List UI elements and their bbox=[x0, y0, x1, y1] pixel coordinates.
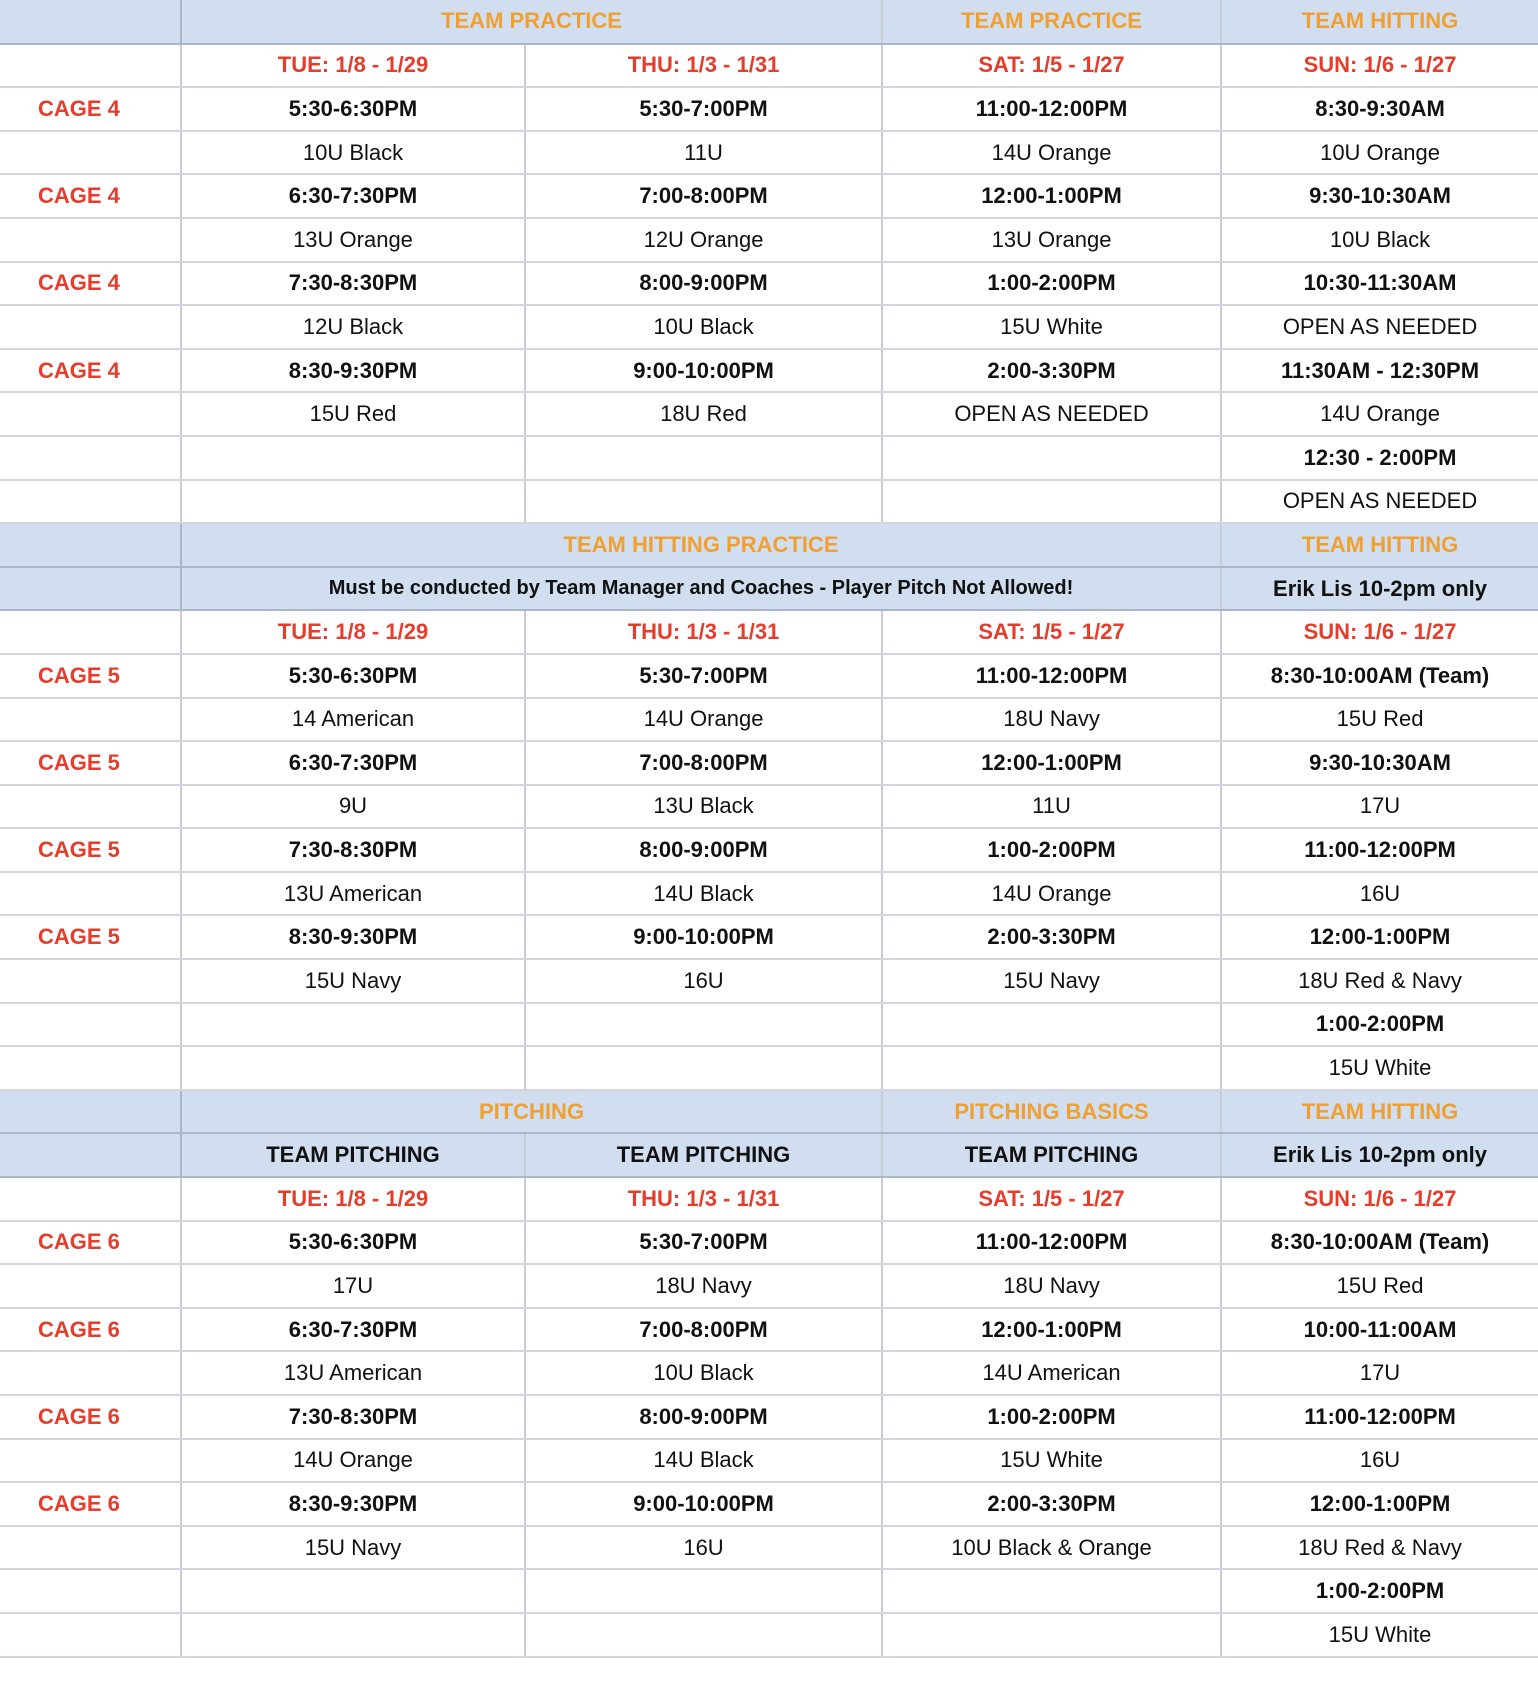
time-cell: 11:00-12:00PM bbox=[1221, 1395, 1538, 1439]
time-cell: 1:00-2:00PM bbox=[882, 1395, 1221, 1439]
row-label-spacer bbox=[0, 1526, 181, 1570]
date-range-cell: SUN: 1/6 - 1/27 bbox=[1221, 1177, 1538, 1221]
cage-label: CAGE 6 bbox=[0, 1221, 181, 1265]
time-slot-row bbox=[0, 87, 1538, 131]
section-subtitle: TEAM PITCHING bbox=[882, 1133, 1221, 1177]
cage-label: CAGE 6 bbox=[0, 1308, 181, 1352]
time-cell bbox=[882, 1003, 1221, 1047]
time-cell: 1:00-2:00PM bbox=[1221, 1569, 1538, 1613]
header-spacer-cell bbox=[0, 0, 181, 44]
time-cell bbox=[181, 436, 525, 480]
team-cell: 12U Black bbox=[181, 305, 525, 349]
row-label-spacer bbox=[0, 785, 181, 829]
section-title: TEAM PRACTICE bbox=[181, 0, 882, 44]
section-header-row bbox=[0, 1090, 1538, 1134]
section-title: TEAM HITTING bbox=[1221, 0, 1538, 44]
time-cell: 12:30 - 2:00PM bbox=[1221, 436, 1538, 480]
time-cell: 5:30-6:30PM bbox=[181, 1221, 525, 1265]
date-range-cell: SAT: 1/5 - 1/27 bbox=[882, 610, 1221, 654]
team-cell: 18U Navy bbox=[882, 698, 1221, 742]
date-range-row bbox=[0, 44, 1538, 88]
time-cell bbox=[882, 1569, 1221, 1613]
row-label-spacer bbox=[0, 1046, 181, 1090]
section-subtitle: TEAM PITCHING bbox=[181, 1133, 525, 1177]
team-cell: 14U American bbox=[882, 1351, 1221, 1395]
header-spacer-cell bbox=[0, 1090, 181, 1134]
cage-label: CAGE 5 bbox=[0, 741, 181, 785]
row-label-spacer bbox=[0, 392, 181, 436]
section-title: PITCHING BASICS bbox=[882, 1090, 1221, 1134]
section-header-row bbox=[0, 567, 1538, 611]
row-label-spacer bbox=[0, 872, 181, 916]
team-cell: 13U Orange bbox=[882, 218, 1221, 262]
cage-label: CAGE 4 bbox=[0, 349, 181, 393]
time-cell: 7:00-8:00PM bbox=[525, 1308, 882, 1352]
row-label-spacer bbox=[0, 218, 181, 262]
cage-label bbox=[0, 436, 181, 480]
team-cell: 16U bbox=[525, 1526, 882, 1570]
time-cell bbox=[181, 1003, 525, 1047]
team-cell: 14U Orange bbox=[525, 698, 882, 742]
row-label-spacer bbox=[0, 1439, 181, 1483]
row-label-spacer bbox=[0, 305, 181, 349]
team-cell: 15U Red bbox=[1221, 1264, 1538, 1308]
time-cell: 8:30-9:30PM bbox=[181, 349, 525, 393]
team-cell bbox=[525, 1613, 882, 1657]
section-title: TEAM HITTING PRACTICE bbox=[181, 523, 1221, 567]
team-cell: 15U White bbox=[882, 305, 1221, 349]
section-title: TEAM HITTING bbox=[1221, 1090, 1538, 1134]
time-cell bbox=[525, 436, 882, 480]
time-cell: 6:30-7:30PM bbox=[181, 1308, 525, 1352]
time-cell: 2:00-3:30PM bbox=[882, 915, 1221, 959]
team-cell bbox=[181, 480, 525, 524]
time-cell: 5:30-6:30PM bbox=[181, 87, 525, 131]
time-slot-row bbox=[0, 1308, 1538, 1352]
time-cell bbox=[181, 1569, 525, 1613]
row-label-spacer bbox=[0, 959, 181, 1003]
time-slot-row bbox=[0, 1395, 1538, 1439]
time-cell: 11:30AM - 12:30PM bbox=[1221, 349, 1538, 393]
team-cell: 16U bbox=[525, 959, 882, 1003]
time-cell: 7:00-8:00PM bbox=[525, 741, 882, 785]
section-header-row bbox=[0, 523, 1538, 567]
time-cell: 6:30-7:30PM bbox=[181, 174, 525, 218]
time-slot-row bbox=[0, 174, 1538, 218]
date-range-cell: SUN: 1/6 - 1/27 bbox=[1221, 610, 1538, 654]
row-label-spacer bbox=[0, 1351, 181, 1395]
team-cell: 16U bbox=[1221, 1439, 1538, 1483]
time-cell: 10:00-11:00AM bbox=[1221, 1308, 1538, 1352]
time-cell: 12:00-1:00PM bbox=[882, 1308, 1221, 1352]
team-row bbox=[0, 218, 1538, 262]
time-slot-row bbox=[0, 915, 1538, 959]
section-subtitle: Must be conducted by Team Manager and Coaches - Player Pitch Not Allowed! bbox=[181, 567, 1221, 611]
time-cell: 8:30-9:30AM bbox=[1221, 87, 1538, 131]
team-cell: 15U Navy bbox=[882, 959, 1221, 1003]
time-cell: 10:30-11:30AM bbox=[1221, 262, 1538, 306]
time-slot-row bbox=[0, 741, 1538, 785]
time-cell: 5:30-6:30PM bbox=[181, 654, 525, 698]
team-cell: 12U Orange bbox=[525, 218, 882, 262]
team-cell: 10U Black & Orange bbox=[882, 1526, 1221, 1570]
row-label-spacer bbox=[0, 1177, 181, 1221]
header-spacer-cell bbox=[0, 567, 181, 611]
cage-label bbox=[0, 1569, 181, 1613]
time-cell: 8:30-10:00AM (Team) bbox=[1221, 1221, 1538, 1265]
team-cell: 14U Orange bbox=[882, 872, 1221, 916]
header-spacer-cell bbox=[0, 1133, 181, 1177]
time-cell: 7:30-8:30PM bbox=[181, 1395, 525, 1439]
team-row bbox=[0, 131, 1538, 175]
team-cell: 11U bbox=[882, 785, 1221, 829]
section-header-row bbox=[0, 1133, 1538, 1177]
time-slot-row bbox=[0, 349, 1538, 393]
team-cell bbox=[882, 1613, 1221, 1657]
team-cell: 15U White bbox=[1221, 1613, 1538, 1657]
team-cell: 18U Navy bbox=[882, 1264, 1221, 1308]
time-cell: 1:00-2:00PM bbox=[1221, 1003, 1538, 1047]
time-cell: 9:00-10:00PM bbox=[525, 1482, 882, 1526]
date-range-cell: SAT: 1/5 - 1/27 bbox=[882, 1177, 1221, 1221]
time-cell: 9:00-10:00PM bbox=[525, 915, 882, 959]
team-cell: 15U Navy bbox=[181, 959, 525, 1003]
time-slot-row bbox=[0, 1003, 1538, 1047]
date-range-cell: TUE: 1/8 - 1/29 bbox=[181, 610, 525, 654]
team-cell: 17U bbox=[181, 1264, 525, 1308]
team-row bbox=[0, 480, 1538, 524]
time-cell: 7:00-8:00PM bbox=[525, 174, 882, 218]
section-title: TEAM HITTING bbox=[1221, 523, 1538, 567]
row-label-spacer bbox=[0, 1613, 181, 1657]
team-cell bbox=[181, 1046, 525, 1090]
team-cell: 9U bbox=[181, 785, 525, 829]
team-cell: 14U Black bbox=[525, 1439, 882, 1483]
time-cell: 12:00-1:00PM bbox=[882, 741, 1221, 785]
time-cell: 9:00-10:00PM bbox=[525, 349, 882, 393]
time-cell: 6:30-7:30PM bbox=[181, 741, 525, 785]
header-spacer-cell bbox=[0, 523, 181, 567]
team-cell: 18U Navy bbox=[525, 1264, 882, 1308]
row-label-spacer bbox=[0, 44, 181, 88]
date-range-row bbox=[0, 1177, 1538, 1221]
team-cell bbox=[525, 1046, 882, 1090]
team-cell: 15U White bbox=[882, 1439, 1221, 1483]
time-slot-row bbox=[0, 436, 1538, 480]
time-cell: 12:00-1:00PM bbox=[1221, 1482, 1538, 1526]
team-row bbox=[0, 872, 1538, 916]
section-title: PITCHING bbox=[181, 1090, 882, 1134]
team-row bbox=[0, 392, 1538, 436]
row-label-spacer bbox=[0, 131, 181, 175]
team-cell: 14 American bbox=[181, 698, 525, 742]
cage-label bbox=[0, 1003, 181, 1047]
row-label-spacer bbox=[0, 1264, 181, 1308]
team-cell: 14U Orange bbox=[1221, 392, 1538, 436]
time-cell: 8:30-9:30PM bbox=[181, 915, 525, 959]
time-cell: 12:00-1:00PM bbox=[882, 174, 1221, 218]
team-row bbox=[0, 698, 1538, 742]
team-cell: 17U bbox=[1221, 785, 1538, 829]
team-cell: 10U Black bbox=[525, 1351, 882, 1395]
team-cell: 14U Black bbox=[525, 872, 882, 916]
team-cell: 15U Red bbox=[1221, 698, 1538, 742]
time-cell: 5:30-7:00PM bbox=[525, 87, 882, 131]
section-subtitle: Erik Lis 10-2pm only bbox=[1221, 567, 1538, 611]
team-cell: 18U Red & Navy bbox=[1221, 959, 1538, 1003]
date-range-cell: THU: 1/3 - 1/31 bbox=[525, 1177, 882, 1221]
time-cell: 5:30-7:00PM bbox=[525, 1221, 882, 1265]
time-slot-row bbox=[0, 1569, 1538, 1613]
time-slot-row bbox=[0, 828, 1538, 872]
time-cell: 12:00-1:00PM bbox=[1221, 915, 1538, 959]
time-cell: 7:30-8:30PM bbox=[181, 828, 525, 872]
time-cell: 11:00-12:00PM bbox=[882, 87, 1221, 131]
time-cell: 1:00-2:00PM bbox=[882, 262, 1221, 306]
team-cell: 15U Navy bbox=[181, 1526, 525, 1570]
time-cell: 9:30-10:30AM bbox=[1221, 174, 1538, 218]
date-range-cell: SAT: 1/5 - 1/27 bbox=[882, 44, 1221, 88]
section-subtitle: TEAM PITCHING bbox=[525, 1133, 882, 1177]
team-cell: 13U Black bbox=[525, 785, 882, 829]
time-cell bbox=[882, 436, 1221, 480]
time-slot-row bbox=[0, 1482, 1538, 1526]
date-range-cell: THU: 1/3 - 1/31 bbox=[525, 610, 882, 654]
time-slot-row bbox=[0, 1221, 1538, 1265]
team-row bbox=[0, 1351, 1538, 1395]
date-range-cell: TUE: 1/8 - 1/29 bbox=[181, 44, 525, 88]
cage-label: CAGE 5 bbox=[0, 915, 181, 959]
cage-label: CAGE 4 bbox=[0, 174, 181, 218]
team-cell: 10U Black bbox=[181, 131, 525, 175]
team-cell bbox=[525, 480, 882, 524]
team-cell: OPEN AS NEEDED bbox=[882, 392, 1221, 436]
section-title: TEAM PRACTICE bbox=[882, 0, 1221, 44]
time-cell bbox=[525, 1003, 882, 1047]
time-cell: 11:00-12:00PM bbox=[882, 1221, 1221, 1265]
section-header-row bbox=[0, 0, 1538, 44]
team-cell: 10U Black bbox=[1221, 218, 1538, 262]
cage-label: CAGE 6 bbox=[0, 1482, 181, 1526]
team-cell: 18U Red bbox=[525, 392, 882, 436]
time-slot-row bbox=[0, 654, 1538, 698]
team-row bbox=[0, 305, 1538, 349]
team-row bbox=[0, 1526, 1538, 1570]
team-cell: 13U American bbox=[181, 872, 525, 916]
time-cell: 2:00-3:30PM bbox=[882, 349, 1221, 393]
time-cell: 8:30-10:00AM (Team) bbox=[1221, 654, 1538, 698]
team-cell: 11U bbox=[525, 131, 882, 175]
team-row bbox=[0, 1264, 1538, 1308]
row-label-spacer bbox=[0, 610, 181, 654]
team-cell: OPEN AS NEEDED bbox=[1221, 480, 1538, 524]
team-cell bbox=[181, 1613, 525, 1657]
team-cell: 16U bbox=[1221, 872, 1538, 916]
team-cell: 13U American bbox=[181, 1351, 525, 1395]
team-cell bbox=[882, 480, 1221, 524]
time-cell: 8:00-9:00PM bbox=[525, 1395, 882, 1439]
time-cell bbox=[525, 1569, 882, 1613]
team-cell: OPEN AS NEEDED bbox=[1221, 305, 1538, 349]
date-range-cell: THU: 1/3 - 1/31 bbox=[525, 44, 882, 88]
team-cell: 15U Red bbox=[181, 392, 525, 436]
team-cell: 15U White bbox=[1221, 1046, 1538, 1090]
team-row bbox=[0, 1439, 1538, 1483]
team-cell: 17U bbox=[1221, 1351, 1538, 1395]
time-cell: 1:00-2:00PM bbox=[882, 828, 1221, 872]
team-cell: 18U Red & Navy bbox=[1221, 1526, 1538, 1570]
section-subtitle: Erik Lis 10-2pm only bbox=[1221, 1133, 1538, 1177]
team-cell bbox=[882, 1046, 1221, 1090]
team-row bbox=[0, 1046, 1538, 1090]
cage-label: CAGE 5 bbox=[0, 828, 181, 872]
date-range-cell: TUE: 1/8 - 1/29 bbox=[181, 1177, 525, 1221]
cage-label: CAGE 4 bbox=[0, 87, 181, 131]
team-cell: 14U Orange bbox=[181, 1439, 525, 1483]
time-cell: 7:30-8:30PM bbox=[181, 262, 525, 306]
team-cell: 10U Black bbox=[525, 305, 882, 349]
time-cell: 8:00-9:00PM bbox=[525, 262, 882, 306]
team-row bbox=[0, 785, 1538, 829]
cage-label: CAGE 6 bbox=[0, 1395, 181, 1439]
time-cell: 2:00-3:30PM bbox=[882, 1482, 1221, 1526]
time-cell: 8:00-9:00PM bbox=[525, 828, 882, 872]
team-cell: 14U Orange bbox=[882, 131, 1221, 175]
row-label-spacer bbox=[0, 698, 181, 742]
team-cell: 13U Orange bbox=[181, 218, 525, 262]
date-range-row bbox=[0, 610, 1538, 654]
time-cell: 9:30-10:30AM bbox=[1221, 741, 1538, 785]
cage-label: CAGE 5 bbox=[0, 654, 181, 698]
time-slot-row bbox=[0, 262, 1538, 306]
row-label-spacer bbox=[0, 480, 181, 524]
team-row bbox=[0, 959, 1538, 1003]
team-row bbox=[0, 1613, 1538, 1657]
time-cell: 11:00-12:00PM bbox=[882, 654, 1221, 698]
time-cell: 11:00-12:00PM bbox=[1221, 828, 1538, 872]
date-range-cell: SUN: 1/6 - 1/27 bbox=[1221, 44, 1538, 88]
time-cell: 5:30-7:00PM bbox=[525, 654, 882, 698]
time-cell: 8:30-9:30PM bbox=[181, 1482, 525, 1526]
team-cell: 10U Orange bbox=[1221, 131, 1538, 175]
cage-label: CAGE 4 bbox=[0, 262, 181, 306]
